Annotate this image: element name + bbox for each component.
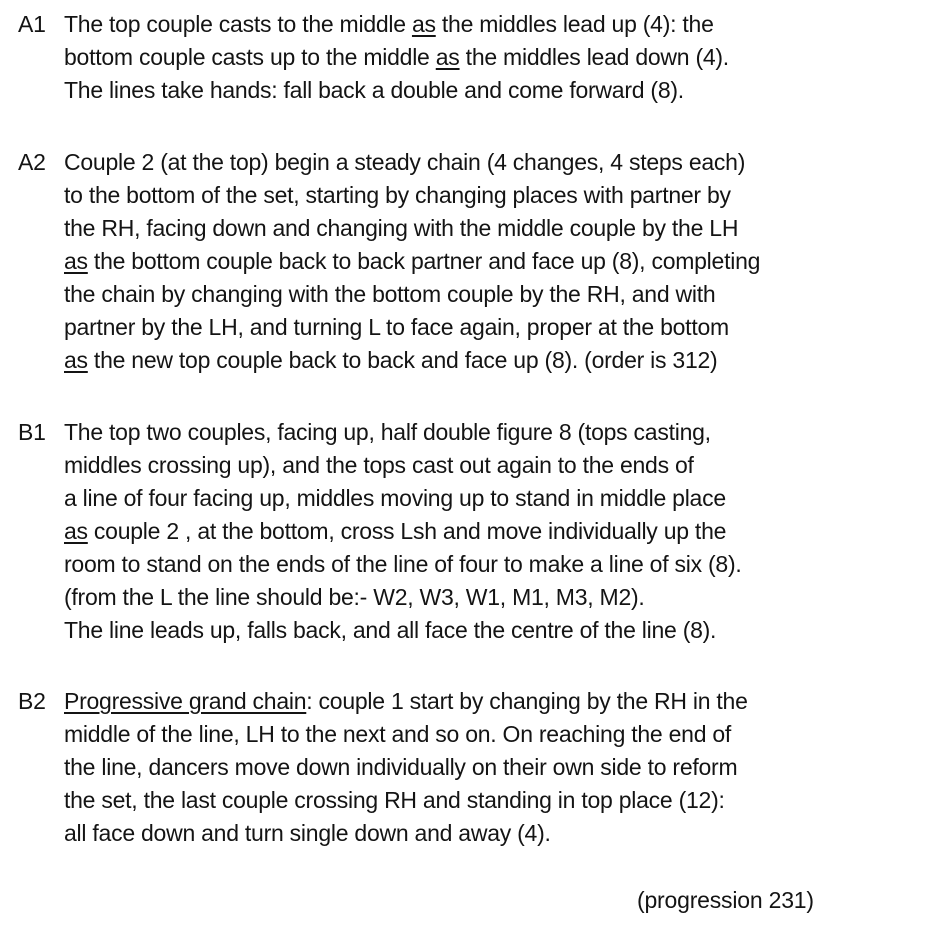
- text-line: (from the L the line should be:- W2, W3, W1, M1, M3, M2).: [64, 584, 645, 610]
- text-line: a line of four facing up, middles moving up to stand in middle place: [64, 485, 726, 511]
- text-line: The lines take hands: fall back a double and come forward (8).: [64, 77, 684, 103]
- underlined-word: as: [64, 347, 88, 373]
- text-run: the middles lead down (4).: [459, 44, 729, 70]
- section-label: A2: [18, 149, 46, 175]
- text-line: The top two couples, facing up, half double figure 8 (tops casting,: [64, 419, 711, 445]
- text-line: room to stand on the ends of the line of four to make a line of six (8).: [64, 551, 742, 577]
- text-line: [64, 41, 944, 74]
- underlined-word: as: [411, 11, 436, 37]
- text-run: the bottom couple back to back partner and face up (8), completing: [87, 248, 761, 274]
- section-text: [64, 416, 944, 647]
- text-line: Couple 2 (at the top) begin a steady chain (4 changes, 4 steps each): [64, 149, 746, 175]
- text-run: : couple 1 start by changing by the RH in the: [306, 688, 748, 714]
- underlined-word: as: [64, 248, 88, 274]
- section-text: [64, 685, 944, 850]
- section-label: B1: [18, 419, 46, 445]
- text-line: to the bottom of the set, starting by changing places with partner by: [64, 182, 731, 208]
- progression-note: (progression 231): [637, 887, 814, 913]
- text-line: [64, 344, 944, 377]
- text-run: The top couple casts to the middle: [64, 11, 412, 37]
- underlined-word: as: [64, 518, 88, 544]
- text-line: middles crossing up), and the tops cast out again to the ends of: [64, 452, 694, 478]
- text-line: [64, 685, 944, 718]
- text-line: the chain by changing with the bottom couple by the RH, and with: [64, 281, 716, 307]
- text-line: [64, 8, 944, 41]
- text-line: all face down and turn single down and away (4).: [64, 820, 551, 846]
- text-line: the set, the last couple crossing RH and standing in top place (12):: [64, 787, 725, 813]
- text-line: The line leads up, falls back, and all face the centre of the line (8).: [64, 617, 717, 643]
- text-run: the middles lead up (4): the: [435, 11, 714, 37]
- section-label: B2: [18, 688, 46, 714]
- underlined-phrase: Progressive grand chain: [64, 688, 307, 714]
- text-line: [64, 515, 944, 548]
- text-line: partner by the LH, and turning L to face again, proper at the bottom: [64, 314, 729, 340]
- underlined-word: as: [435, 44, 460, 70]
- section-label: A1: [18, 11, 46, 37]
- section-text: [64, 146, 944, 377]
- section-text: [64, 8, 944, 107]
- text-run: couple 2 , at the bottom, cross Lsh and move individually up the: [87, 518, 727, 544]
- text-run: bottom couple casts up to the middle: [64, 44, 436, 70]
- text-line: the line, dancers move down individually on their own side to reform: [64, 754, 738, 780]
- text-line: middle of the line, LH to the next and so on. On reaching the end of: [64, 721, 732, 747]
- text-run: the new top couple back to back and face up (8). (order is 312): [87, 347, 718, 373]
- text-line: the RH, facing down and changing with the middle couple by the LH: [64, 215, 739, 241]
- text-line: [64, 245, 944, 278]
